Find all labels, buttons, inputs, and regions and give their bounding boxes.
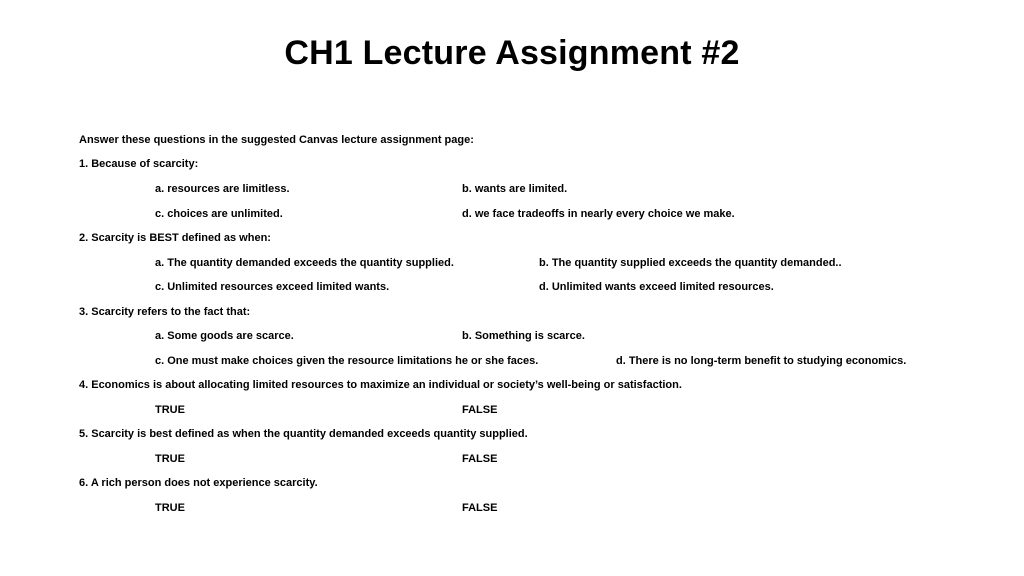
instructions-text: Answer these questions in the suggested Canvas lecture assignment page: [79, 134, 474, 146]
question-3-option-c: c. One must make choices given the resource limitations he or she faces. [155, 355, 539, 367]
question-1-stem: 1. Because of scarcity: [79, 158, 199, 170]
question-4-stem: 4. Economics is about allocating limited resources to maximize an individual or society’s well-being or satisfaction. [79, 379, 682, 391]
question-2-option-a: a. The quantity demanded exceeds the quantity supplied. [155, 257, 454, 269]
question-6-stem: 6. A rich person does not experience scarcity. [79, 477, 318, 489]
question-3-option-a: a. Some goods are scarce. [155, 330, 294, 342]
question-5-stem: 5. Scarcity is best defined as when the quantity demanded exceeds quantity supplied. [79, 428, 528, 440]
question-2-stem: 2. Scarcity is BEST defined as when: [79, 232, 271, 244]
question-3-stem: 3. Scarcity refers to the fact that: [79, 306, 251, 318]
question-4-option-false: FALSE [462, 404, 498, 416]
question-5-option-false: FALSE [462, 453, 498, 465]
question-3-option-b: b. Something is scarce. [462, 330, 585, 342]
slide-title: CH1 Lecture Assignment #2 [284, 34, 740, 72]
question-5-option-true: TRUE [155, 453, 185, 465]
question-1-option-d: d. we face tradeoffs in nearly every choice we make. [462, 208, 735, 220]
question-1-option-c: c. choices are unlimited. [155, 208, 283, 220]
question-4-option-true: TRUE [155, 404, 185, 416]
question-1-option-b: b. wants are limited. [462, 183, 568, 195]
question-1-option-a: a. resources are limitless. [155, 183, 290, 195]
question-2-option-d: d. Unlimited wants exceed limited resources. [539, 281, 774, 293]
question-2-option-b: b. The quantity supplied exceeds the quantity demanded.. [539, 257, 842, 269]
question-3-option-d: d. There is no long-term benefit to studying economics. [616, 355, 907, 367]
question-2-option-c: c. Unlimited resources exceed limited wants. [155, 281, 390, 293]
question-6-option-true: TRUE [155, 502, 185, 514]
question-6-option-false: FALSE [462, 502, 498, 514]
